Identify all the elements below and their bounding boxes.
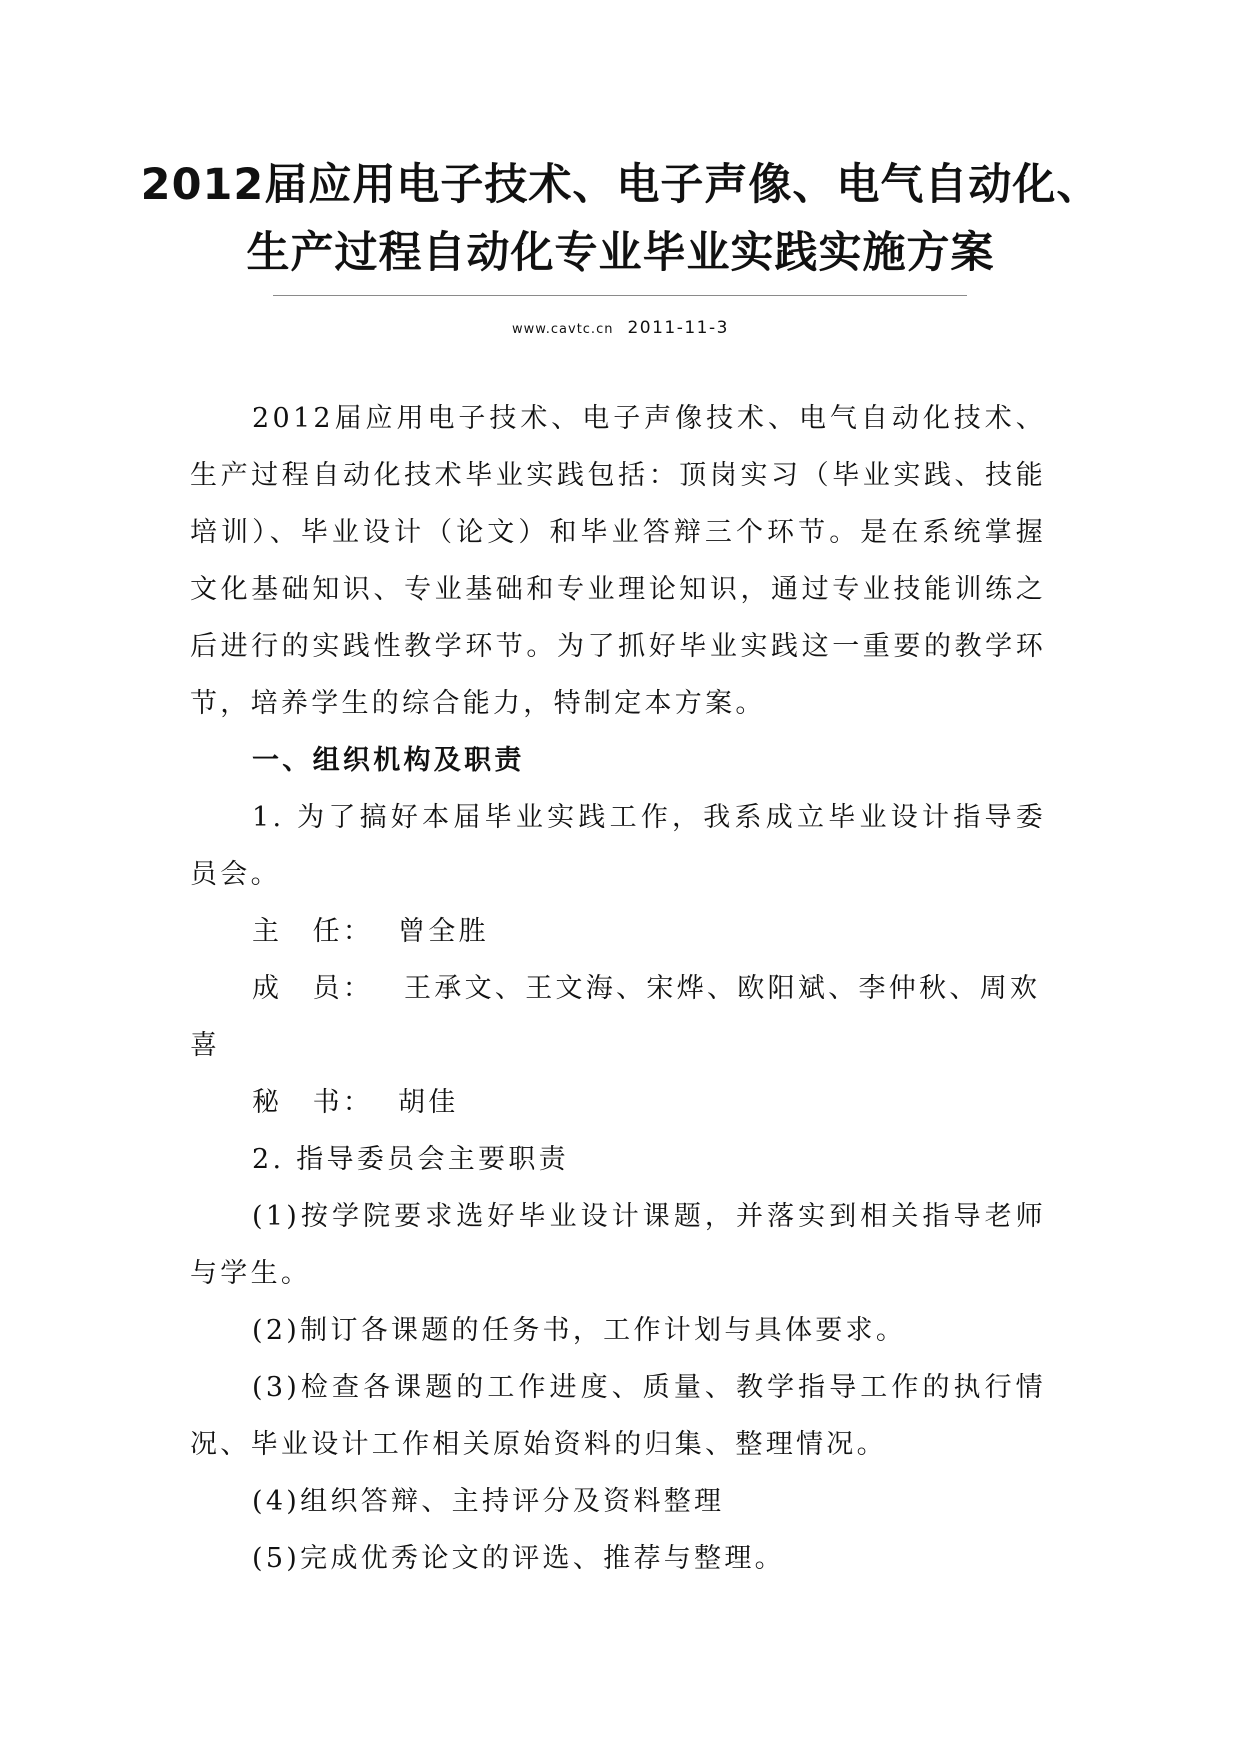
- director-label: 主 任：: [252, 916, 374, 947]
- site-url: www.cavtc.cn: [512, 322, 614, 337]
- publish-date: 2011-11-3: [627, 318, 729, 338]
- duty-item: (2)制订各课题的任务书，工作计划与具体要求。: [252, 1315, 907, 1346]
- intro-paragraph: 2012届应用电子技术、电子声像技术、电气自动化技术、生产过程自动化技术毕业实践包括：顶岗实习（毕业实践、技能培训）、毕业设计（论文）和毕业答辩三个环节。是在系统掌握文化基础知识、专业基础和专业理论知识，通过专业技能训练之后进行的实践性教学环节。为了抓好毕业实践这一重要的教学环节，培养学生的综合能力，特制定本方案。: [190, 403, 1046, 719]
- members-names: 王承文、王文海、宋烨、欧阳斌、李仲秋、周欢: [404, 973, 1041, 1004]
- members-label: 成 员：: [252, 973, 374, 1004]
- section1-item1: 1. 为了搞好本届毕业实践工作，我系成立毕业设计指导委员会。: [190, 802, 1046, 890]
- document-title-line2: 生产过程自动化专业毕业实践实施方案: [246, 228, 995, 278]
- members-continuation: 喜: [190, 1030, 221, 1061]
- duty-item: (4)组织答辩、主持评分及资料整理: [252, 1486, 725, 1517]
- secretary-name: 胡佳: [398, 1087, 459, 1118]
- members-row: [190, 960, 1046, 1017]
- secretary-label: 秘 书：: [252, 1087, 374, 1118]
- duty-item: (1)按学院要求选好毕业设计课题，并落实到相关指导老师与学生。: [190, 1201, 1046, 1289]
- duty-item: (3)检查各课题的工作进度、质量、教学指导工作的执行情况、毕业设计工作相关原始资料的归集、整理情况。: [190, 1372, 1046, 1460]
- title-divider: [273, 295, 967, 296]
- secretary-row: [190, 1074, 1046, 1131]
- duty-item: (5)完成优秀论文的评选、推荐与整理。: [252, 1543, 785, 1574]
- document-body: [190, 390, 1046, 1587]
- director-row: [190, 903, 1046, 960]
- document-title-line1: 2012届应用电子技术、电子声像、电气自动化、: [140, 160, 1101, 210]
- director-name: 曾全胜: [398, 916, 489, 947]
- publish-meta: [0, 320, 1241, 337]
- section1-heading: 一、组织机构及职责: [252, 745, 525, 776]
- section1-item2: 2. 指导委员会主要职责: [252, 1144, 569, 1175]
